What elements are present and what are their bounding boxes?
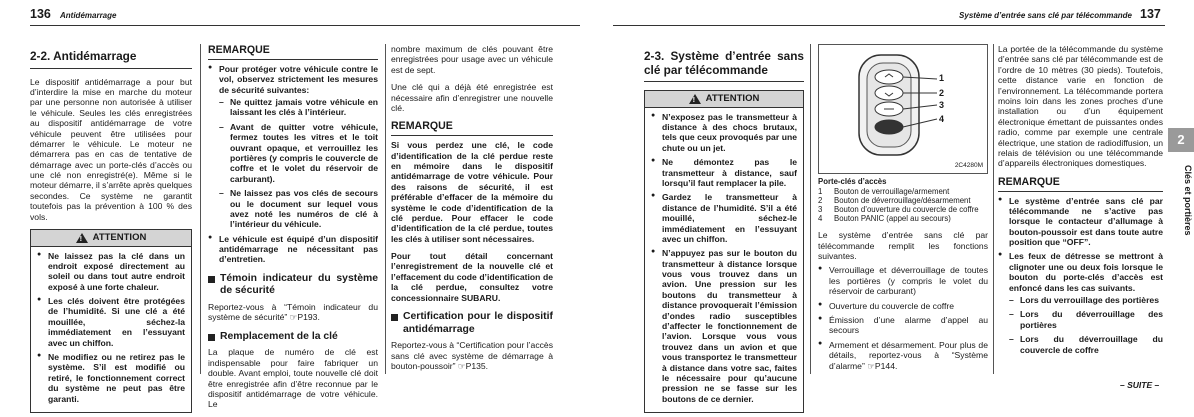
attention-header [645,91,803,107]
figure-code: 2C4280M [954,162,983,170]
function-item: ● Armement et désarmement. Pour plus de détails, reportez-vous à “Système d’alarme” ☞P144. [818,340,988,371]
square-bullet-icon [208,334,215,341]
remarque-item [998,251,1163,355]
square-bullet-icon [208,276,215,283]
legend-number: 1 [818,187,823,197]
callout-number: 1 [939,73,945,83]
warning-triangle-icon [689,94,701,104]
remarque-item-text: Pour protéger votre véhicule contre le vol, observez strictement les mesures de sécurité suivantes: [219,63,378,95]
right-column-2 [818,44,988,375]
attention-header [31,230,191,246]
intro-paragraph: Le dispositif antidémarrage a pour but d’interdire la mise en marche du moteur par une personne non autorisée à utiliser le véhicule. Seules les clés enregistrées au dispositif antidémarrage de votre véhicule peuvent être utilisées pour démarrer le véhicule. Le moteur ne démarrera pas en cas de tentative de démarrage avec un porte-clés d’accès ou une clé non enregistré(e). Même si le moteur démarre, il s’arrête après quelques secondes. Ce système ne garantit toutefois pas la prévention à 100 % des vols. [30,76,192,222]
remarque-subitem: – Avant de quitter votre véhicule, fermez toutes les vitres et le toit ouvrant opaque, et verrouillez les portières (y compris le couvercle de coffre et le volet du réservoir de carburant). [219,122,378,184]
section-title-entree-sans-cle: 2-3. Système d’entrée sans clé par télécommande [644,50,804,82]
square-bullet-icon [391,314,398,321]
legend-number: 4 [818,214,823,224]
attention-item: ● Ne modifiez ou ne retirez pas le système. S’il est modifié ou retiré, le fonctionnement correct du système ne peut pas être garanti. [37,352,185,404]
remarque-subitem: – Ne laissez pas vos clés de secours ou le document sur lequel vous avez noté les numéros de clé à l’intérieur du véhicule. [219,188,378,230]
left-column-1 [30,50,192,413]
legend-text: Bouton d’ouverture du couvercle de coffre [834,205,979,215]
key-fob-illustration [819,45,987,173]
right-page-number: 137 [1140,7,1161,21]
range-paragraph: La portée de la télécommande du système d’entrée sans clé par télécommande est de l’ordre de 10 mètres (30 pieds). Toutefois, cette distance varie en fonction de l’environnement. La télécommande portera moins loin dans les zones proches d’une installation ou d’un équipement électronique émettant de puissantes ondes radio, comme par exemple une centrale électrique, une station de radiodiffusion, un relais de télévision ou une télécommande d’appareils électroniques domestiques. [998,44,1163,169]
callout-number: 2 [939,88,945,98]
col3-paragraph: Une clé qui a déjà été enregistrée est nécessaire afin d’enregistrer une nouvelle clé. [391,82,553,113]
col3-paragraph: nombre maximum de clés pouvant être enregistrées pour usage avec un véhicule est de sept. [391,44,553,75]
left-running-header: Antidémarrage [60,11,117,20]
chapter-tab: 2 [1168,128,1194,152]
remarque-heading: REMARQUE [391,120,553,136]
temoin-text: Reportez-vous à “Témoin indicateur du système de sécurité” ☞P193. [208,302,378,323]
subsection-title: Témoin indicateur du système de sécurité [220,272,378,297]
subsection-title: Certification pour le dispositif antidémarrage [403,311,553,335]
attention-item: ● Les clés doivent être protégées de l’humidité. Si une clé a été mouillée, séchez-la immédiatement en l’essuyant avec un chiffon. [37,296,185,348]
column-separator [810,44,811,374]
right-column-3 [998,44,1163,359]
legend-number: 3 [818,205,823,215]
attention-label: ATTENTION [92,232,147,244]
remarque-subitem: – Lors du déverrouillage du couvercle de coffre [1009,334,1163,355]
attention-item: ● Ne démontez pas le transmetteur à distance, sauf lorsqu’il faut remplacer la pile. [651,157,797,188]
column-separator [200,44,201,374]
remarque-item-text: Les feux de détresse se mettront à clignoter une ou deux fois lorsque le bouton du porte-clés d’accès est enfoncé dans les cas suivants. [1009,251,1163,293]
left-page-number: 136 [30,7,51,21]
function-item: ● Émission d’une alarme d’appel au secours [818,315,988,336]
right-running-header: Système d’entrée sans clé par télécommande [959,11,1132,20]
subsection-title: Remplacement de la clé [220,330,338,342]
function-item: ● Ouverture du couvercle de coffre [818,301,988,311]
figure-caption: Porte-clés d’accès [818,177,887,186]
remarque-heading: REMARQUE [998,176,1163,192]
left-column-3 [391,44,553,378]
attention-box-antidemarrage [30,229,192,413]
remarque-paragraph: Pour tout détail concernant l’enregistrement de la nouvelle clé et l’effacement du code d’identification de la clé perdue, consultez votre concessionnaire SUBARU. [391,251,553,303]
attention-box-telecommande [644,90,804,413]
remarque-subitem: – Lors du verrouillage des portières [1009,295,1163,305]
suite-marker: – SUITE – [1120,380,1160,390]
certification-text: Reportez-vous à “Certification pour l’accès sans clé avec système de démarrage à bouton-poussoir” ☞P135. [391,340,553,371]
warning-triangle-icon [76,233,88,243]
remarque-paragraph: Si vous perdez une clé, le code d’identification de la clé perdue reste en mémoire dans le dispositif antidémarrage de votre véhicule. Pour des raisons de sécurité, il est préférable d’effacer de la mémoire du système le code d’identification de la clé perdue. Pour effacer le code d’identification de la clé perdue, toutes les clés à utiliser sont nécessaires. [391,140,553,244]
callout-number: 4 [939,114,945,124]
legend-number: 2 [818,196,823,206]
remarque-item: ● Le véhicule est équipé d’un dispositif antidémarrage ne nécessitant pas d’entretien. [208,234,378,265]
remarque-subitem: – Ne quittez jamais votre véhicule en laissant les clés à l’intérieur. [219,97,378,118]
remarque-heading: REMARQUE [208,44,378,60]
attention-item: ● N’exposez pas le transmetteur à distance à des chocs brutaux, tels que ceux provoqués par une chute ou un jet. [651,112,797,154]
right-header-rule [613,25,1165,26]
legend-text: Bouton de verrouillage/armement [834,187,950,197]
callout-number: 3 [939,100,945,110]
remarque-item [208,64,378,230]
remarque-subitem: – Lors du déverrouillage des portières [1009,309,1163,330]
left-header-rule [30,25,580,26]
attention-item: ● N’appuyez pas sur le bouton du transmetteur à distance lorsque vous vous trouvez dans un avion. Une pression sur les boutons du transmetteur à distance provoquerait l’émission d’ondes radio susceptibles d’affecter le fonctionnement de l’avion. Lorsque vous vous trouvez dans un avion et que vous transportez le transmetteur à distance dans votre sac, faites le nécessaire pour qu’aucune pression ne se fasse sur les boutons de ce dernier. [651,248,797,404]
legend-text: Bouton PANIC (appel au secours) [834,214,951,224]
legend-text: Bouton de déverrouillage/désarmement [834,196,971,206]
attention-item: ● Gardez le transmetteur à distance de l’humidité. S’il a été mouillé, séchez-le immédiatement en l’essuyant avec un chiffon. [651,192,797,244]
subsection-remplacement [208,331,378,344]
section-title-antidemarrage: 2-2. Antidémarrage [30,50,192,69]
attention-item: ● Ne laissez pas la clé dans un endroit exposé directement au soleil ou dans tout autre endroit exposé à une forte chaleur. [37,251,185,293]
attention-label: ATTENTION [705,93,760,105]
functions-intro: Le système d’entrée sans clé par télécommande remplit les fonctions suivantes. [818,230,988,262]
function-item: ● Verrouillage et déverrouillage de toutes les portières (y compris le volet du réservoir de carburant) [818,265,988,296]
column-separator [993,44,994,374]
chapter-tab-label: Clés et portières [1183,164,1193,236]
right-column-1 [644,50,804,413]
key-fob-figure [818,44,988,174]
left-column-2 [208,44,378,417]
subsection-certification [391,311,553,336]
column-separator [385,44,386,374]
legend-item [818,215,988,224]
remplacement-text: La plaque de numéro de clé est indispensable pour faire fabriquer un double. Avant emploi, toute nouvelle clé doit être enregistrée afin d’être reconnue par le dispositif antidémarrage de votre véhicule. Le [208,347,378,410]
subsection-temoin [208,273,378,298]
remarque-item: ● Le système d’entrée sans clé par télécommande ne s’active pas lorsque le contacteur d’allumage à bouton-poussoir est dans toute autre position que “OFF”. [998,196,1163,248]
